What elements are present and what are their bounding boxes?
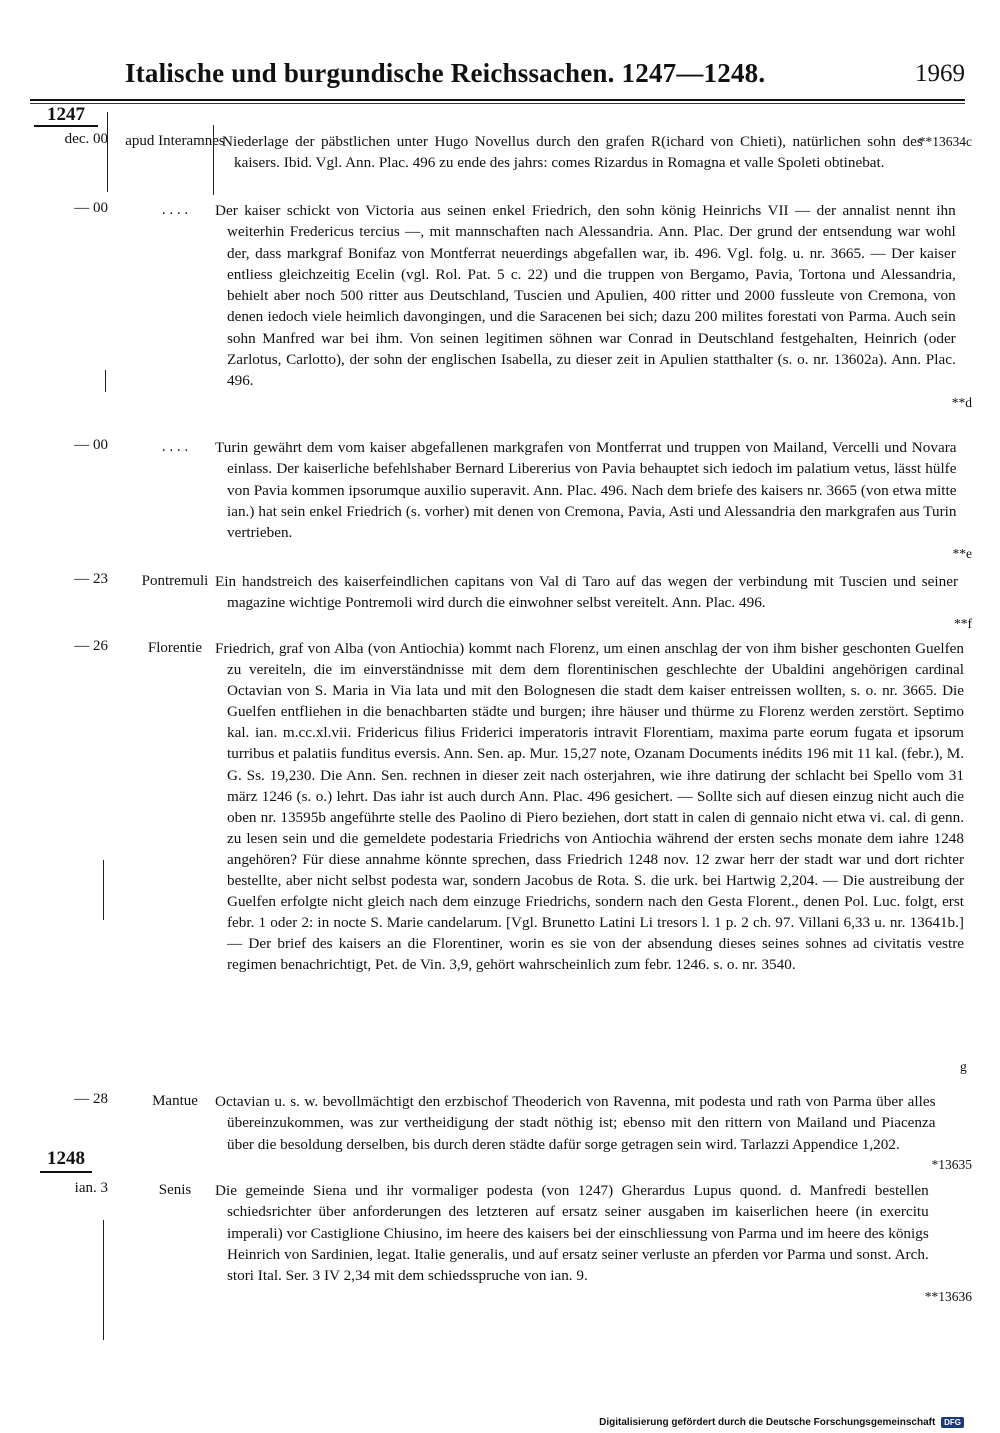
entry-date: — 23 <box>74 571 108 587</box>
entry-text <box>215 437 972 564</box>
entry-body: Ein handstreich des kaiserfeindlichen capitans von Val di Taro auf das wegen der verbindung mit Tuscien und seiner magazine wichtige Pontremoli wird durch die einwohner selbst vereitelt. Ann. Plac. 496. <box>215 573 958 612</box>
entry-body: Die gemeinde Siena und ihr vormaliger podesta (von 1247) Gherardus Lupus quond. d. Manfredi bestellen schiedsrichter über anforderungen des letzteren auf ersatz seiner ausgaben im kaiserlichen heere (in exercitu imperali) vor Castiglione Chiusino, im heere des kaisers bei der einschliessung von Parma und im heere des königs Heinrich von Sardinien, legat. Italie generalis, und auf ersatz seiner verluste an pferden vor Parma und sonst. Arch. stori Ital. Ser. 3 IV 2,34 mit dem schiedsspruche von ian. 9. <box>215 1182 929 1285</box>
entry-body: Friedrich, graf von Alba (von Antiochia) kommt nach Florenz, um einen anschlag der von ihm bisher geschonten Guelfen zu vereiteln, die im einverständnisse mit dem dem florentinischen geschlechte der Ubaldini angehörigen cardinal Octavian von S. Maria in Via lata und mit den Bolognesen die stadt dem kaiser entreissen wollten, s. o. nr. 3665. Die Guelfen entfliehen in die benachbarten städte und burgen; ihre häuser und thürme zu Florenz werden zerstört. Septimo kal. ian. m.cc.xl.vii. Fridericus filius Friderici imperatoris intravit Florentiam, maxima parte eorum fugata et ipsorum turribus et palatiis funditus eversis. Ann. Sen. ap. Mur. 15,27 note, Ozanam Documents inédits 196 mit 11 kal. (febr.), M. G. Ss. 19,230. Die Ann. Sen. rechnen in dieser zeit nach osterjahren, wie ihre datirung der schlacht bei Spello vom 31 märz 1246 (s. o.) lehrt. Das iahr ist auch durch Ann. Plac. 496 gesichert. — Sollte sich auf diesen einzug nicht auch die oben nr. 13595b angeführte stelle des Paolino di Piero beziehen, dort statt in calen di gennaio nicht etwa vi. cal. di genn. zu lesen sein und die gemeldete podestaria Friedrichs von Antiochia während der ersten sechs monate dem iahre 1248 angehören? Für diese annahme könnte sprechen, dass Friedrich 1248 nov. 12 zwar herr der stadt war und dort richter bestellte, aber nicht selbst podesta war, sondern Jacobus de Rota. S. die urk. bei Hartwig 2,204. — Die austreibung der Guelfen erfolgte nicht gleich nach dem einzuge Friedrichs, sondern nach den Gesta Florent., denen Pol. Luc. folgt, erst febr. 1 oder 2: in nocte S. Marie candelarum. [Vgl. Brunetto Latini Li tresors l. 1 p. 2 ch. 97. Villani 6,33 u. nr. 13641b.] — Der brief des kaisers an die Florentiner, worin es sie von der absendung dieses seines sohnes ad civitatis vestre regimen benachrichtigt, Pet. de Vin. 3,9, gehört wahrscheinlich zum febr. 1246. s. o. nr. 3540. <box>215 640 964 974</box>
entry-00-turin <box>30 437 972 567</box>
entry-date: — 00 <box>74 200 108 216</box>
entry-place: . . . . <box>161 202 189 218</box>
entry-text <box>215 1180 972 1307</box>
entry-place: Pontremuli <box>141 573 209 589</box>
entry-date: — 28 <box>74 1091 108 1107</box>
entry-date: — 00 <box>74 437 108 453</box>
entry-23-pontremuli <box>30 571 972 635</box>
header-rule <box>30 99 965 101</box>
regesta-number: **e <box>952 546 972 561</box>
entry-body: Octavian u. s. w. bevollmächtigt den erzbischof Theoderich von Ravenna, mit podesta und rath von Parma über alles übereinzukommen, was zur vertheidigung der stadt nöthig ist; ebenso mit den rittern von Mailand und Piacenza über die besoldung derselben, bis durch deren städte dafür sorge getragen sein wird. Tarlazzi Appendice 1,202. <box>215 1093 936 1153</box>
entry-place: Florentie <box>147 640 203 656</box>
entry-26-florentie <box>30 638 965 1088</box>
entry-text <box>215 200 972 413</box>
footer-text: Digitalisierung gefördert durch die Deutsche Forschungsgemeinschaft <box>599 1417 936 1428</box>
entry-place: . . . . <box>161 439 189 455</box>
footer-credit <box>599 1417 964 1428</box>
page-header <box>30 58 965 98</box>
entry-date: — 26 <box>74 638 108 654</box>
year-label-1248: 1248 <box>40 1147 92 1173</box>
entry-place: apud Interamnes <box>125 133 225 149</box>
page-title: Italische und burgundische Reichssachen. 1247—1248. <box>125 58 766 88</box>
page-number: 1969 <box>915 60 965 87</box>
entry-body: Niederlage der päbstlichen unter Hugo Novellus durch den grafen R(ichard von Chieti), natürlichen sohn des kaisers. Ibid. Vgl. Ann. Plac. 496 zu ende des jahrs: comes Rizardus in Romagna et valle Spoleti obtinebat. <box>222 133 923 172</box>
regesta-number: **13634c <box>918 134 972 149</box>
regesta-number: **13636 <box>924 1289 972 1304</box>
year-label-1247: 1247 <box>40 104 92 126</box>
entry-text <box>215 571 972 634</box>
entry-00-victoria <box>30 200 972 435</box>
entry-text: g Friedrich, graf von Alba (von Antiochia) kommt nach Florenz, um einen anschlag der von ihm bisher geschonten Guelfen zu vereiteln, die im einverständnisse mit dem dem florentinischen geschlechte der Ubaldini angehörigen cardinal Octavian von S. Maria in Via lata und mit den Bolognesen die stadt dem kaiser entreissen wollten, s. o. nr. 3665. Die Guelfen entfliehen in die benachbarten städte und burgen; ihre häuser und thürme zu Florenz werden zerstört. Septimo kal. ian. m.cc.xl.vii. Fridericus filius Friderici imperatoris intravit Florentiam, maxima parte eorum fugata et ipsorum turribus et palatiis funditus eversis. Ann. Sen. ap. Mur. 15,27 note, Ozanam Documents inédits 196 mit 11 kal. (febr.), M. G. Ss. 19,230. Die Ann. Sen. rechnen in dieser zeit nach osterjahren, wie ihre datirung der schlacht bei Spello vom 31 märz 1246 (s. o.) lehrt. Das iahr ist auch durch Ann. Plac. 496 gesichert. — Sollte sich auf diesen einzug nicht auch die oben nr. 13595b angeführte stelle des Paolino di Piero beziehen, dort statt in calen di gennaio nicht etwa vi. cal. di genn. zu lesen sein und die gemeldete podestaria Friedrichs von Antiochia während der ersten sechs monate dem iahre 1248 angehören? Für diese annahme könnte sprechen, dass Friedrich 1248 nov. 12 zwar herr der stadt war und dort richter bestellte, aber nicht selbst podesta war, sondern Jacobus de Rota. S. die urk. bei Hartwig 2,204. — Die austreibung der Guelfen erfolgte nicht gleich nach dem einzuge Friedrichs, sondern nach den Gesta Florent., denen Pol. Luc. folgt, erst febr. 1 oder 2: in nocte S. Marie candelarum. [Vgl. Brunetto Latini Li tresors l. 1 p. 2 ch. 97. Villani 6,33 u. nr. 13641b.] — Der brief des kaisers an die Florentiner, worin es sie von der absendung dieses seines sohnes ad civitatis vestre regimen benachrichtigt, Pet. de Vin. 3,9, gehört wahrscheinlich zum febr. 1246. s. o. nr. 3540. <box>215 640 967 1074</box>
entry-place: Senis <box>158 1182 192 1198</box>
regesta-number: *13635 <box>931 1157 972 1172</box>
entry-date: dec. 00 <box>64 131 108 147</box>
entry-ian-3-senis <box>30 1180 972 1310</box>
entry-place: Mantue <box>152 1093 198 1109</box>
regesta-number: **f <box>954 616 972 631</box>
entry-dec-00-interamnes <box>30 131 972 197</box>
dfg-logo: DFG <box>941 1417 964 1428</box>
entry-text <box>215 1091 972 1175</box>
regesta-number: **d <box>951 395 972 410</box>
entry-body: Der kaiser schickt von Victoria aus seinen enkel Friedrich, den sohn könig Heinrichs VII — der annalist nennt ihn weiterhin Fredericus tercius —, mit mannschaften nach Alessandria. Ann. Plac. Der grund der entsendung war wohl der, dass markgraf Bonifaz von Montferrat neuerdings abgefallen war, ib. 496. Vgl. folg. u. nr. 3665. — Der kaiser entliess gleichzeitig Ecelin (vgl. Rol. Pat. 5 c. 22) und die truppen von Bergamo, Pavia, Tortona und Alessandria, behielt aber noch 500 ritter aus Deutschland, Tuscien und Apulien, 400 ritter und 2000 fussleute von Cremona, von denen iedoch viele heimlich davongingen, und die Saracenen bei sich; dazu 200 milites forestati von Parma. Auch sein sohn Manfred war bei ihm. Von seinen legitimen söhnen war Conrad in Deutschland festgehalten, Heinrich (oder Zarlotus, Carlotto), der sohn der englischen Isabella, zu dieser zeit in Apulien statthalter (s. o. nr. 13602a). Ann. Plac. 496. <box>215 202 956 390</box>
entry-date: ian. 3 <box>74 1180 108 1196</box>
header-rule-thin <box>30 103 965 104</box>
entry-text <box>222 131 972 174</box>
entry-28-mantue <box>30 1091 972 1175</box>
entry-body: Turin gewährt dem vom kaiser abgefallenen markgrafen von Montferrat und truppen von Mailand, Vercelli und Novara einlass. Der kaiserliche befehlshaber Bernard Libererius von Pavia behauptet sich iedoch im palatium vetus, lässt hülfe von Pavia kommen ipsorumque auxilio superavit. Ann. Plac. 496. Nach dem briefe des kaisers nr. 3665 (von etwa mitte ian.) hat sein enkel Friedrich (s. vorher) mit denen von Cremona, Pavia, Asti und Alessandria den markgrafen aus Turin vertrieben. <box>215 439 957 542</box>
